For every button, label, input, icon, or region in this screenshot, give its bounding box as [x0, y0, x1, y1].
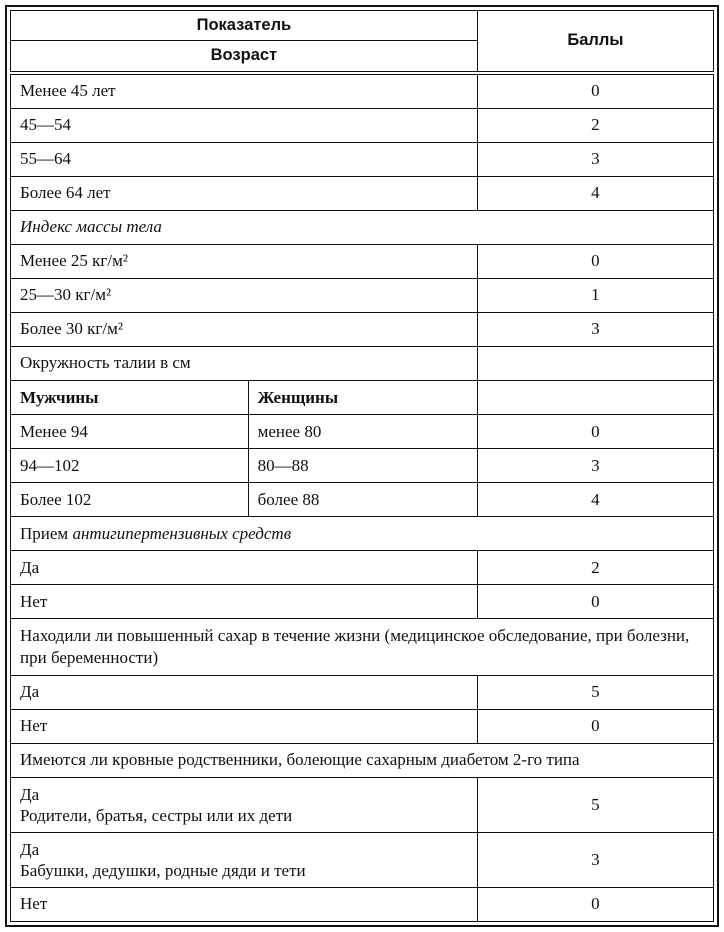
table-row [11, 777, 714, 832]
table-row [11, 709, 714, 743]
right-label-cell: менее 80 [248, 415, 477, 449]
score-cell [477, 381, 713, 415]
score-cell: 0 [477, 415, 713, 449]
table-body [11, 73, 714, 922]
label-cell: Более 64 лет [11, 176, 478, 210]
score-cell: 0 [477, 585, 713, 619]
score-cell: 0 [477, 887, 713, 921]
page-frame [5, 5, 719, 927]
table-row [11, 381, 714, 415]
table-row [11, 210, 714, 244]
score-cell: 0 [477, 244, 713, 278]
left-label-cell: 94—102 [11, 449, 249, 483]
table-row [11, 585, 714, 619]
right-label-cell: 80—88 [248, 449, 477, 483]
score-cell [477, 347, 713, 381]
section-label-cell: Находили ли повышенный сахар в течение жизни (медицинское обследование, при болезни, при беременности) [11, 619, 714, 676]
table-row [11, 551, 714, 585]
label-cell: Да [11, 675, 478, 709]
table-row [11, 142, 714, 176]
table-row [11, 73, 714, 109]
table-row [11, 675, 714, 709]
score-cell: 2 [477, 108, 713, 142]
score-cell: 3 [477, 832, 713, 887]
table-row [11, 887, 714, 921]
table-row [11, 743, 714, 777]
risk-score-table [10, 10, 714, 922]
score-cell: 4 [477, 483, 713, 517]
label-cell: Нет [11, 585, 478, 619]
label-cell: 55—64 [11, 142, 478, 176]
header-points: Баллы [477, 11, 713, 73]
table-header [11, 11, 714, 73]
table-row [11, 279, 714, 313]
table-row [11, 415, 714, 449]
label-cell: Более 30 кг/м² [11, 313, 478, 347]
score-cell: 0 [477, 73, 713, 109]
score-cell: 3 [477, 142, 713, 176]
header-age: Возраст [11, 41, 478, 73]
left-label-cell: Более 102 [11, 483, 249, 517]
score-cell: 2 [477, 551, 713, 585]
label-cell: 45—54 [11, 108, 478, 142]
section-label-cell: Прием антигипертензивных средств [11, 517, 714, 551]
label-cell: Да Бабушки, дедушки, родные дяди и тети [11, 832, 478, 887]
header-row-indicator [11, 11, 714, 41]
score-cell: 3 [477, 449, 713, 483]
table-row [11, 517, 714, 551]
table-row [11, 619, 714, 676]
left-label-cell: Менее 94 [11, 415, 249, 449]
table-row [11, 244, 714, 278]
table-row [11, 108, 714, 142]
table-row [11, 832, 714, 887]
table-row [11, 483, 714, 517]
label-cell: Нет [11, 887, 478, 921]
right-label-cell: более 88 [248, 483, 477, 517]
score-cell: 3 [477, 313, 713, 347]
score-cell: 1 [477, 279, 713, 313]
label-cell: Да Родители, братья, сестры или их дети [11, 777, 478, 832]
label-cell: Да [11, 551, 478, 585]
label-cell: Нет [11, 709, 478, 743]
label-cell: Менее 45 лет [11, 73, 478, 109]
score-cell: 5 [477, 675, 713, 709]
score-cell: 0 [477, 709, 713, 743]
label-cell: Окружность талии в см [11, 347, 478, 381]
table-row [11, 347, 714, 381]
header-indicator: Показатель [11, 11, 478, 41]
table-row [11, 313, 714, 347]
right-label-cell: Женщины [248, 381, 477, 415]
label-cell: Менее 25 кг/м² [11, 244, 478, 278]
left-label-cell: Мужчины [11, 381, 249, 415]
table-row [11, 176, 714, 210]
section-label-cell: Имеются ли кровные родственники, болеющие сахарным диабетом 2-го типа [11, 743, 714, 777]
score-cell: 5 [477, 777, 713, 832]
label-cell: 25—30 кг/м² [11, 279, 478, 313]
table-row [11, 449, 714, 483]
section-label-cell: Индекс массы тела [11, 210, 714, 244]
score-cell: 4 [477, 176, 713, 210]
